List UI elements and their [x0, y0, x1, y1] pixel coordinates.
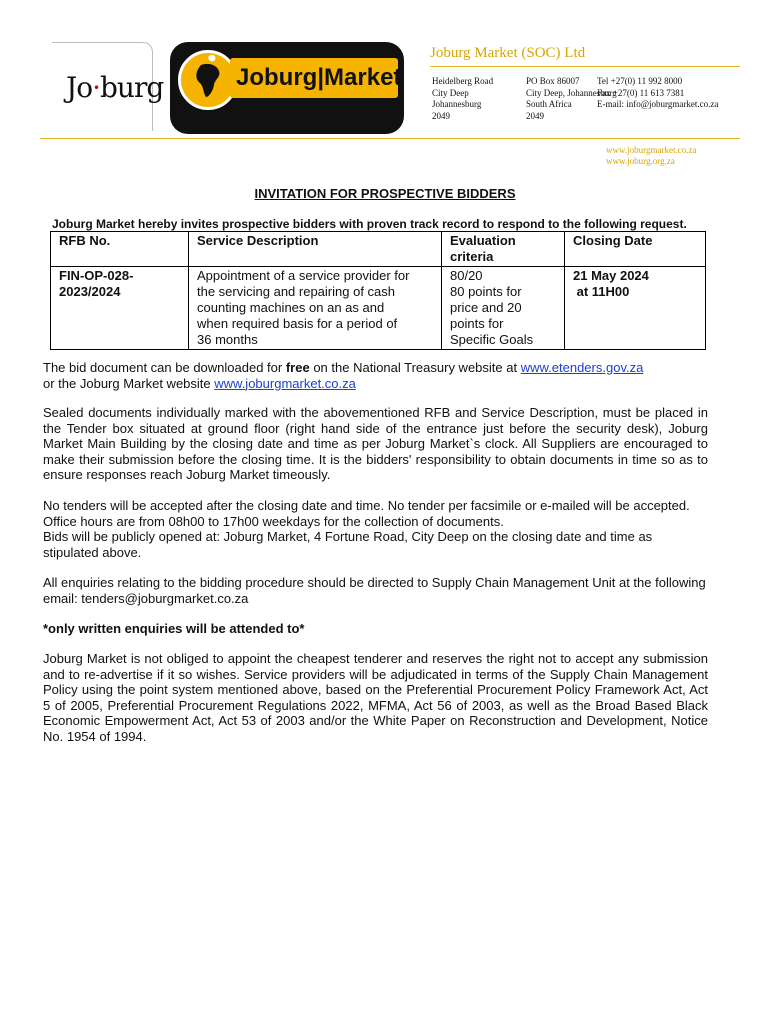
header-divider — [430, 66, 740, 67]
rfb-table — [50, 231, 706, 350]
closing-paragraph: No tenders will be accepted after the closing date and time. No tender per facsimile or e-mailed will be accepted. Office hours are from 08h00 to 17h00 weekdays for the collection of documents. Bids will be publicly opened at: Joburg Market, 4 Fortune Road, City Deep on the closing date and time as stipulated above. — [43, 498, 690, 560]
web-links — [606, 145, 696, 167]
download-paragraph: The bid document can be downloaded for free on the National Treasury website at www.etenders.gov.za or the Joburg Market website www.joburgmarket.co.za — [43, 360, 644, 391]
header-closing-date: Closing Date — [565, 232, 706, 267]
header-bottom-divider — [40, 138, 740, 139]
written-enquiries-note: *only written enquiries will be attended to* — [43, 621, 305, 636]
joburg-wordmark: Jo·burg — [66, 71, 164, 104]
etenders-link[interactable]: www.etenders.gov.za — [520, 360, 644, 375]
city-website-link[interactable]: www.joburg.org.za — [606, 156, 675, 166]
joburg-market-logo — [170, 42, 404, 134]
header-rfb-no: RFB No. — [51, 232, 189, 267]
market-website-link[interactable]: www.joburgmarket.co.za — [606, 145, 697, 155]
enquiries-paragraph: All enquiries relating to the bidding procedure should be directed to Supply Chain Management Unit at the following email: tenders@joburgmarket.co.za — [43, 575, 706, 606]
invitation-text: Joburg Market hereby invites prospective bidders with proven track record to respond to the following request. — [52, 217, 687, 231]
cell-closing-date: 21 May 2024 at 11H00 — [565, 267, 706, 350]
physical-address: Heidelberg Road City Deep Johannesburg 2049 — [432, 76, 494, 121]
africa-globe-icon — [178, 50, 238, 110]
table-header-row — [51, 232, 706, 267]
submission-paragraph: Sealed documents individually marked with the abovementioned RFB and Service Description, must be placed in the Tender box situated at ground floor (right hand side of the entrance just before the security desk), Joburg Market Main Building by the closing date and time as per Joburg Market`s clock. All Suppliers are encouraged to make their submission before the closing time. It is the bidders' responsibility to obtain documents in time so as to ensure responses reach Joburg Market timeously. — [43, 405, 708, 483]
adjudication-paragraph: Joburg Market is not obliged to appoint the cheapest tenderer and reserves the right not to accept any submission and to re-advertise if it so wishes. Service providers will be adjudicated in terms of the Supply Chain Management Policy using the point system mentioned above, based on the Preferential Procurement Policy Framework Act, Act 5 of 2005, Preferential Procurement Regulations 2022, MFMA, Act 56 of 2003, as well as the Broad Based Black Economic Empowerment Act, Act 53 of 2003 and/or the White Paper on Reconstruction and Development, Notice No. 1954 of 1994. — [43, 651, 708, 744]
cell-rfb-no: FIN-OP-028- 2023/2024 — [51, 267, 189, 350]
cell-evaluation-criteria: 80/20 80 points for price and 20 points for Specific Goals — [442, 267, 565, 350]
header-evaluation-criteria: Evaluation criteria — [442, 232, 565, 267]
header-service-description: Service Description — [189, 232, 442, 267]
company-name: Joburg Market (SOC) Ltd — [430, 45, 586, 61]
page-title: INVITATION FOR PROSPECTIVE BIDDERS — [254, 186, 516, 201]
contact-details: Tel +27(0) 11 992 8000 Fax +27(0) 11 613 7381 E-mail: info@joburgmarket.co.za — [597, 76, 719, 109]
table-row — [51, 267, 706, 350]
postal-address: PO Box 86007 City Deep, Johannesburg South Africa 2049 — [526, 76, 617, 121]
joburg-city-logo — [52, 42, 164, 131]
cell-service-description: Appointment of a service provider for the servicing and repairing of cash counting machines on an as and when required basis for a period of 36 months — [189, 267, 442, 350]
joburg-market-sign: Joburg|Market — [230, 58, 398, 98]
joburgmarket-link[interactable]: www.joburgmarket.co.za — [214, 375, 356, 391]
